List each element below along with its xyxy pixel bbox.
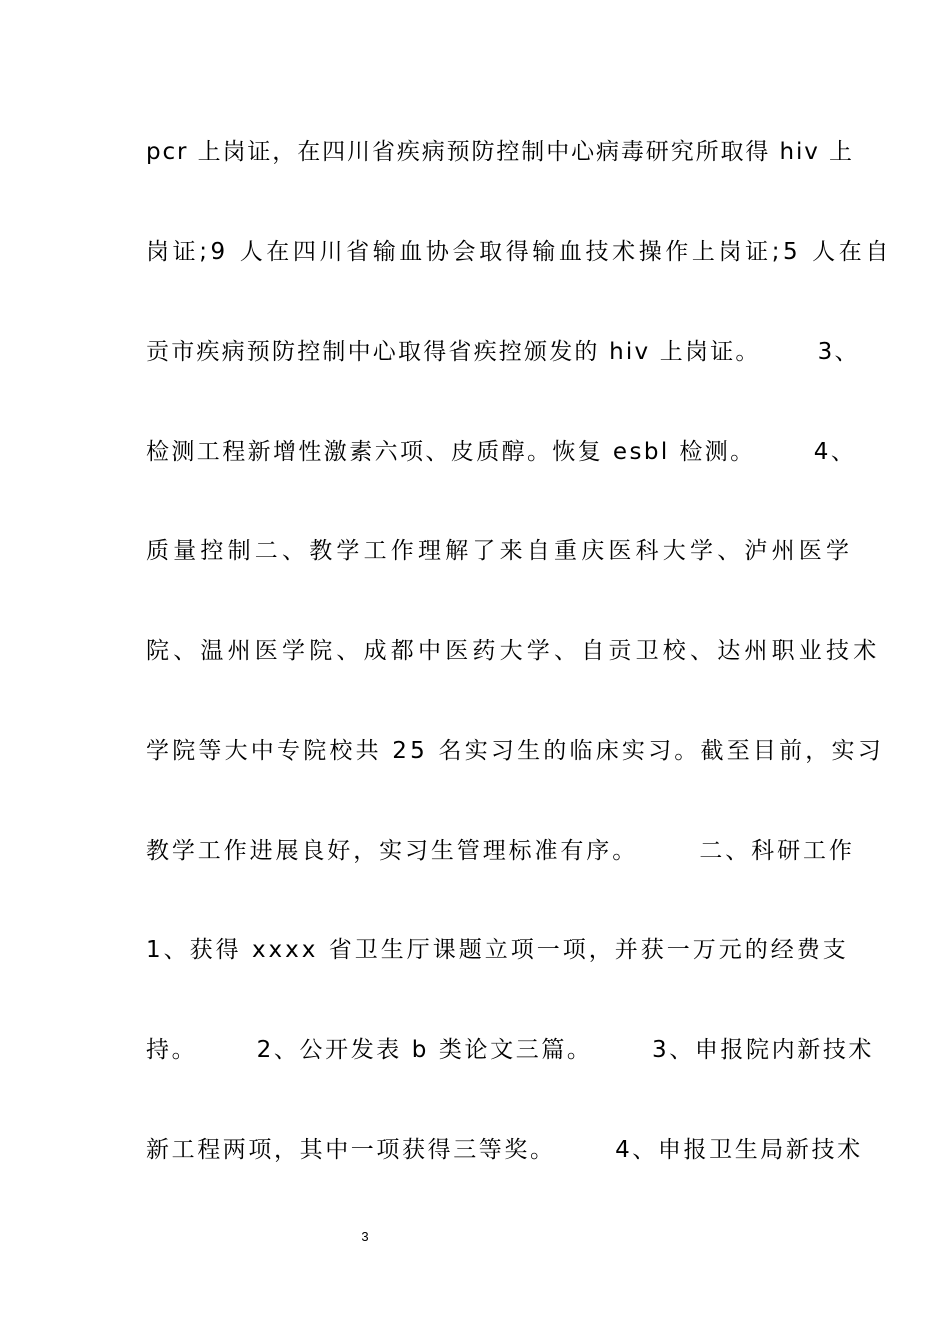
text-line-6: 院、温州医学院、成都中医药大学、自贡卫校、达州职业技术 [146,638,881,664]
text-line-8: 教学工作进展良好，实习生管理标准有序。 二、科研工作 [146,838,855,864]
text-line-5: 质量控制二、教学工作理解了来自重庆医科大学、泸州医学 [146,538,854,564]
page-number: 3 [361,1229,369,1244]
text-line-7: 学院等大中专院校共 25 名实习生的临床实习。截至目前，实习 [146,738,884,764]
text-line-9: 1、获得 xxxx 省卫生厅课题立项一项，并获一万元的经费支 [146,937,849,963]
text-line-11: 新工程两项，其中一项获得三等奖。 4、申报卫生局新技术 [146,1137,863,1163]
text-line-3: 贡市疾病预防控制中心取得省疾控颁发的 hiv 上岗证。 3、 [146,339,860,365]
text-line-4: 检测工程新增性激素六项、皮质醇。恢复 esbl 检测。 4、 [146,439,857,465]
text-line-10: 持。 2、公开发表 b 类论文三篇。 3、申报院内新技术 [146,1037,875,1063]
text-line-1: pcr 上岗证，在四川省疾病预防控制中心病毒研究所取得 hiv 上 [146,139,854,165]
text-line-2: 岗证;9 人在四川省输血协会取得输血技术操作上岗证;5 人在自 [146,239,892,265]
